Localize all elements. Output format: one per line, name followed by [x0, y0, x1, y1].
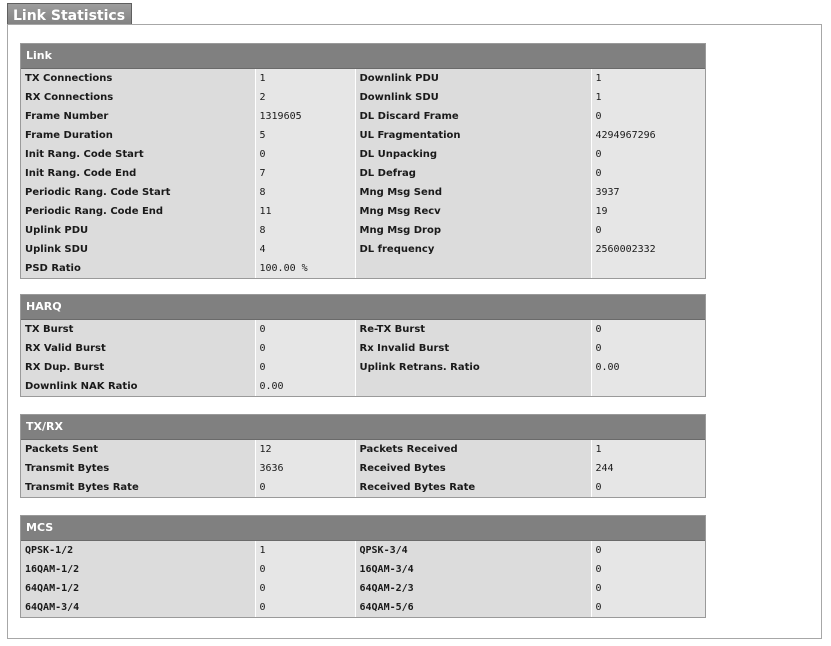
empty-value	[591, 377, 705, 396]
64qam-1-2-value: 0	[255, 579, 355, 598]
transmit-bytes-rate-value: 0	[255, 478, 355, 497]
periodic-rang-code-start-label: Periodic Rang. Code Start	[21, 183, 255, 202]
mng-msg-drop-value: 0	[591, 221, 705, 240]
downlink-nak-ratio-value: 0.00	[255, 377, 355, 396]
dl-frequency-label: DL frequency	[355, 240, 591, 259]
downlink-pdu-value: 1	[591, 69, 705, 88]
qpsk-1-2-value: 1	[255, 541, 355, 560]
section-header: MCS	[21, 516, 705, 541]
frame-number-label: Frame Number	[21, 107, 255, 126]
dl-defrag-value: 0	[591, 164, 705, 183]
rx-invalid-burst-value: 0	[591, 339, 705, 358]
table-row	[21, 88, 705, 107]
table-row	[21, 164, 705, 183]
psd-ratio-label: PSD Ratio	[21, 259, 255, 278]
uplink-retrans-ratio-value: 0.00	[591, 358, 705, 377]
dl-defrag-label: DL Defrag	[355, 164, 591, 183]
stats-table	[21, 69, 705, 278]
periodic-rang-code-start-value: 8	[255, 183, 355, 202]
frame-duration-label: Frame Duration	[21, 126, 255, 145]
received-bytes-rate-value: 0	[591, 478, 705, 497]
transmit-bytes-label: Transmit Bytes	[21, 459, 255, 478]
dl-frequency-value: 2560002332	[591, 240, 705, 259]
empty-label	[355, 259, 591, 278]
uplink-pdu-value: 8	[255, 221, 355, 240]
table-row	[21, 560, 705, 579]
mng-msg-recv-value: 19	[591, 202, 705, 221]
uplink-sdu-label: Uplink SDU	[21, 240, 255, 259]
received-bytes-label: Received Bytes	[355, 459, 591, 478]
stats-table	[21, 440, 705, 497]
stats-table	[21, 541, 705, 617]
qpsk-3-4-label: QPSK-3/4	[355, 541, 591, 560]
periodic-rang-code-end-value: 11	[255, 202, 355, 221]
downlink-sdu-label: Downlink SDU	[355, 88, 591, 107]
packets-sent-label: Packets Sent	[21, 440, 255, 459]
table-row	[21, 202, 705, 221]
section-mcs	[20, 515, 706, 618]
periodic-rang-code-end-label: Periodic Rang. Code End	[21, 202, 255, 221]
64qam-2-3-label: 64QAM-2/3	[355, 579, 591, 598]
dl-unpacking-value: 0	[591, 145, 705, 164]
section-txrx	[20, 414, 706, 498]
rx-valid-burst-value: 0	[255, 339, 355, 358]
16qam-1-2-value: 0	[255, 560, 355, 579]
table-row	[21, 320, 705, 339]
stats-table	[21, 320, 705, 396]
init-rang-code-end-value: 7	[255, 164, 355, 183]
mng-msg-send-label: Mng Msg Send	[355, 183, 591, 202]
packets-received-value: 1	[591, 440, 705, 459]
section-header: TX/RX	[21, 415, 705, 440]
tx-connections-value: 1	[255, 69, 355, 88]
received-bytes-rate-label: Received Bytes Rate	[355, 478, 591, 497]
tx-burst-label: TX Burst	[21, 320, 255, 339]
rx-connections-label: RX Connections	[21, 88, 255, 107]
rx-invalid-burst-label: Rx Invalid Burst	[355, 339, 591, 358]
section-harq	[20, 294, 706, 397]
table-row	[21, 126, 705, 145]
re-tx-burst-label: Re-TX Burst	[355, 320, 591, 339]
table-row	[21, 107, 705, 126]
init-rang-code-start-label: Init Rang. Code Start	[21, 145, 255, 164]
empty-value	[591, 259, 705, 278]
rx-valid-burst-label: RX Valid Burst	[21, 339, 255, 358]
tx-burst-value: 0	[255, 320, 355, 339]
table-row	[21, 240, 705, 259]
received-bytes-value: 244	[591, 459, 705, 478]
empty-label	[355, 377, 591, 396]
table-row	[21, 579, 705, 598]
64qam-3-4-label: 64QAM-3/4	[21, 598, 255, 617]
table-row	[21, 339, 705, 358]
table-row	[21, 145, 705, 164]
table-row	[21, 69, 705, 88]
transmit-bytes-value: 3636	[255, 459, 355, 478]
table-row	[21, 440, 705, 459]
table-row	[21, 459, 705, 478]
table-row	[21, 221, 705, 240]
downlink-nak-ratio-label: Downlink NAK Ratio	[21, 377, 255, 396]
init-rang-code-start-value: 0	[255, 145, 355, 164]
qpsk-3-4-value: 0	[591, 541, 705, 560]
page-title-tab: Link Statistics	[7, 3, 132, 28]
mng-msg-drop-label: Mng Msg Drop	[355, 221, 591, 240]
ul-fragmentation-label: UL Fragmentation	[355, 126, 591, 145]
psd-ratio-value: 100.00 %	[255, 259, 355, 278]
transmit-bytes-rate-label: Transmit Bytes Rate	[21, 478, 255, 497]
table-row	[21, 183, 705, 202]
uplink-retrans-ratio-label: Uplink Retrans. Ratio	[355, 358, 591, 377]
rx-dup-burst-label: RX Dup. Burst	[21, 358, 255, 377]
uplink-pdu-label: Uplink PDU	[21, 221, 255, 240]
64qam-5-6-value: 0	[591, 598, 705, 617]
16qam-3-4-label: 16QAM-3/4	[355, 560, 591, 579]
rx-dup-burst-value: 0	[255, 358, 355, 377]
re-tx-burst-value: 0	[591, 320, 705, 339]
table-row	[21, 259, 705, 278]
dl-unpacking-label: DL Unpacking	[355, 145, 591, 164]
tx-connections-label: TX Connections	[21, 69, 255, 88]
dl-discard-frame-label: DL Discard Frame	[355, 107, 591, 126]
downlink-sdu-value: 1	[591, 88, 705, 107]
64qam-3-4-value: 0	[255, 598, 355, 617]
16qam-1-2-label: 16QAM-1/2	[21, 560, 255, 579]
uplink-sdu-value: 4	[255, 240, 355, 259]
table-row	[21, 358, 705, 377]
mng-msg-send-value: 3937	[591, 183, 705, 202]
frame-number-value: 1319605	[255, 107, 355, 126]
64qam-5-6-label: 64QAM-5/6	[355, 598, 591, 617]
rx-connections-value: 2	[255, 88, 355, 107]
dl-discard-frame-value: 0	[591, 107, 705, 126]
64qam-2-3-value: 0	[591, 579, 705, 598]
packets-received-label: Packets Received	[355, 440, 591, 459]
ul-fragmentation-value: 4294967296	[591, 126, 705, 145]
table-row	[21, 541, 705, 560]
16qam-3-4-value: 0	[591, 560, 705, 579]
qpsk-1-2-label: QPSK-1/2	[21, 541, 255, 560]
table-row	[21, 478, 705, 497]
64qam-1-2-label: 64QAM-1/2	[21, 579, 255, 598]
table-row	[21, 377, 705, 396]
section-link	[20, 43, 706, 279]
packets-sent-value: 12	[255, 440, 355, 459]
mng-msg-recv-label: Mng Msg Recv	[355, 202, 591, 221]
frame-duration-value: 5	[255, 126, 355, 145]
table-row	[21, 598, 705, 617]
section-header: HARQ	[21, 295, 705, 320]
downlink-pdu-label: Downlink PDU	[355, 69, 591, 88]
section-header: Link	[21, 44, 705, 69]
init-rang-code-end-label: Init Rang. Code End	[21, 164, 255, 183]
